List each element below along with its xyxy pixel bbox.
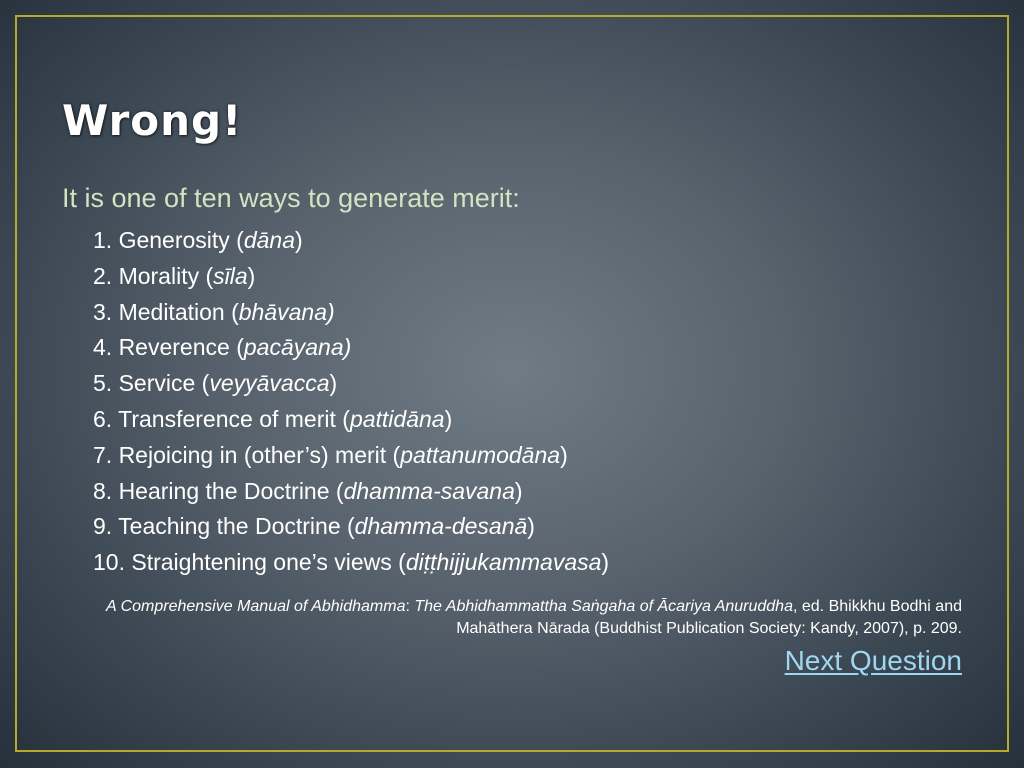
- citation: A Comprehensive Manual of Abhidhamma: The Abhidhammattha Saṅgaha of Ācariya Anuruddha, ed. Bhikkhu Bodhi and Mahāthera Nārada (Buddhist Publication Society: Kandy, 2007), p. 209.: [106, 598, 962, 637]
- list-item: 1. Generosity (dāna): [93, 227, 303, 253]
- citation-book-subtitle: The Abhidhammattha Saṅgaha of Ācariya Anuruddha: [414, 598, 793, 615]
- next-question-link[interactable]: Next Question: [784, 645, 962, 676]
- merit-list: [93, 223, 609, 581]
- slide-title: Wrong!: [62, 96, 243, 145]
- list-item: 7. Rejoicing in (other’s) merit (pattanumodāna): [93, 441, 568, 468]
- list-item: 4. Reverence (pacāyana): [93, 334, 352, 361]
- list-item: 9. Teaching the Doctrine (dhamma-desanā): [93, 513, 535, 540]
- citation-details: , ed. Bhikkhu Bodhi and Mahāthera Nārada (Buddhist Publication Society: Kandy, 2007), p. 209.: [456, 598, 962, 637]
- list-item: 3. Meditation (bhāvana): [93, 298, 335, 325]
- list-item: 6. Transference of merit (pattidāna): [93, 405, 453, 432]
- list-item: 10. Straightening one’s views (diṭṭhijjukammavasa): [93, 549, 610, 576]
- citation-book-title: A Comprehensive Manual of Abhidhamma: [106, 598, 406, 615]
- list-item: 5. Service (veyyāvacca): [93, 370, 338, 397]
- intro-text: It is one of ten ways to generate merit:: [62, 183, 520, 213]
- list-item: 2. Morality (sīla): [93, 262, 256, 289]
- list-item: 8. Hearing the Doctrine (dhamma-savana): [93, 477, 523, 504]
